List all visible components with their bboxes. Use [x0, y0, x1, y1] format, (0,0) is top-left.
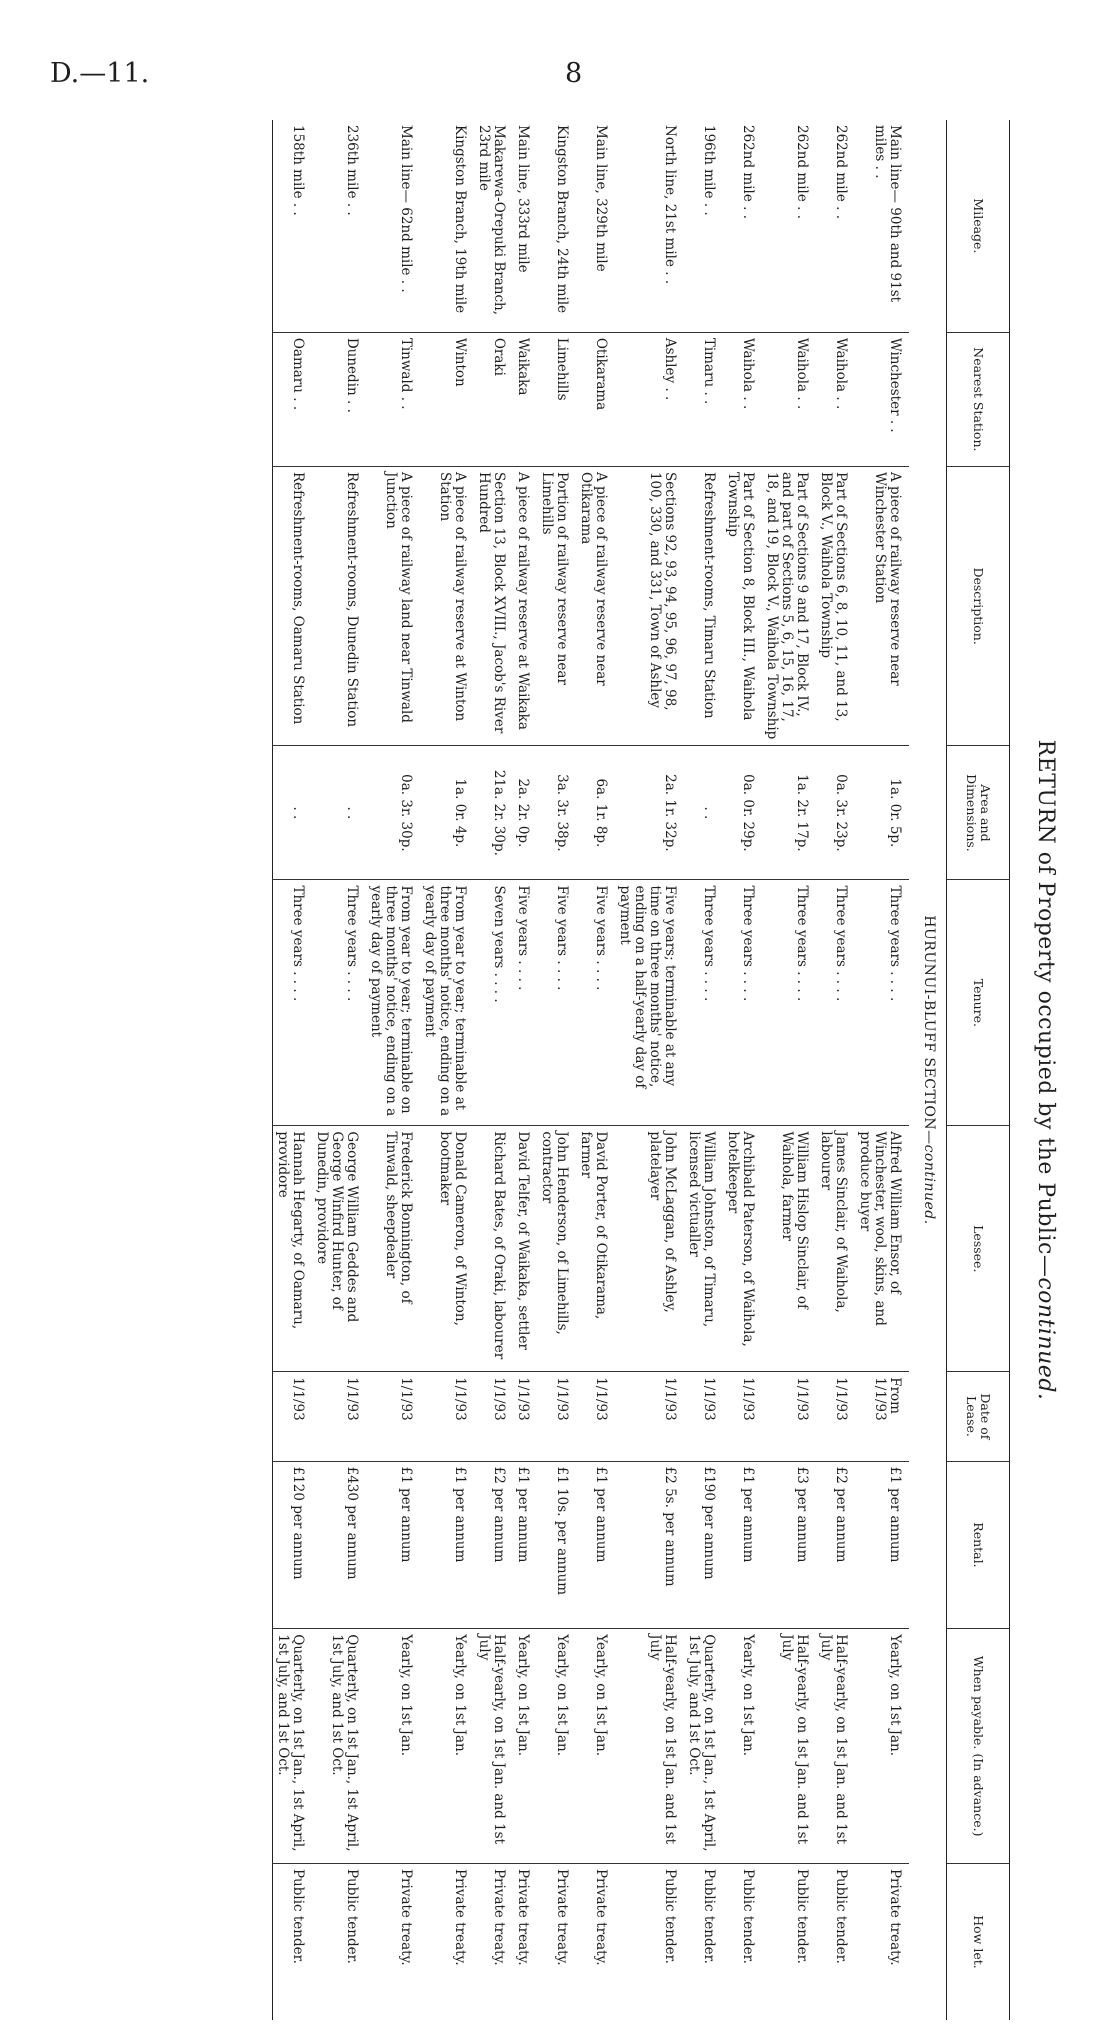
col-nearest-station: Nearest Station.: [947, 332, 1010, 466]
cell-lessee: William Johnston, of Timaru, licensed victualler: [684, 1126, 723, 1372]
cell-payable: Quarterly, on 1st Jan., 1st April, 1st July, and 1st Oct.: [312, 1629, 366, 1864]
col-how-let: How let.: [947, 1863, 1010, 2020]
cell-date: 1/1/93: [684, 1372, 723, 1461]
cell-rental: £1 10s. per annum: [537, 1461, 576, 1629]
cell-lessee: William Hislop Sinclair, of Waihola, farmer: [762, 1126, 816, 1372]
cell-area: 2a. 1r. 32p.: [615, 746, 684, 880]
cell-mileage: 262nd mile . .: [740, 125, 756, 219]
cell-payable: Half-yearly, on 1st Jan. and 1st July: [816, 1629, 855, 1864]
cell-how-let: Private treaty.: [420, 1863, 474, 2020]
cell-tenure: From year to year; terminable on three months' notice, ending on a yearly day of payment: [366, 880, 420, 1126]
cell-tenure: Five years . . . .: [513, 880, 537, 1126]
table-row: [420, 120, 474, 2020]
cell-mileage: 158th mile . .: [290, 125, 306, 216]
cell-how-let: Private treaty.: [513, 1863, 537, 2020]
section-continued: continued.: [921, 1144, 937, 1225]
cell-date: 1/1/93: [273, 1372, 313, 1461]
col-date: Date of Lease.: [947, 1372, 1010, 1461]
cell-rental: £2 5s. per annum: [615, 1461, 684, 1629]
table-row: [273, 120, 313, 2020]
col-tenure: Tenure.: [947, 880, 1010, 1126]
cell-payable: Half-yearly, on 1st Jan. and 1st July: [615, 1629, 684, 1864]
table-row: [366, 120, 420, 2020]
cell-tenure: Five years . . . .: [537, 880, 576, 1126]
cell-station: Tinwald . .: [366, 332, 420, 466]
cell-how-let: Public tender.: [723, 1863, 762, 2020]
cell-date: 1/1/93: [615, 1372, 684, 1461]
table-row: [537, 120, 576, 2020]
cell-area: 0a. 3r. 30p.: [366, 746, 420, 880]
cell-station: Waihola . .: [762, 332, 816, 466]
cell-area: 1a. 2r. 17p.: [762, 746, 816, 880]
table-row: [312, 120, 366, 2020]
rotated-return-table: [275, 120, 1070, 2020]
cell-rental: £1 per annum: [855, 1461, 909, 1629]
cell-description: A piece of railway reserve near Otikarama: [576, 466, 615, 745]
table-row: [576, 120, 615, 2020]
cell-station: Oraki: [474, 332, 513, 466]
cell-payable: Yearly, on 1st Jan.: [537, 1629, 576, 1864]
cell-date: 1/1/93: [366, 1372, 420, 1461]
cell-area: 1a. 0r. 4p.: [420, 746, 474, 880]
cell-tenure: Five years; terminable at any time on three months' notice, ending on a half-yearly day of payment: [615, 880, 684, 1126]
cell-payable: Half-yearly, on 1st Jan. and 1st July: [474, 1629, 513, 1864]
col-rental: Rental.: [947, 1461, 1010, 1629]
cell-mileage: North line, 21st mile . .: [662, 125, 678, 285]
cell-area: . .: [273, 746, 313, 880]
col-lessee: Lessee.: [947, 1126, 1010, 1372]
page-number: 8: [565, 58, 583, 89]
cell-mileage: Kingston Branch, 19th mile: [452, 125, 468, 314]
cell-date: 1/1/93: [420, 1372, 474, 1461]
col-area: Area and Dimensions.: [947, 746, 1010, 880]
cell-area: . .: [312, 746, 366, 880]
cell-how-let: Public tender.: [762, 1863, 816, 2020]
cell-mileage: Makarewa-Orepuki Branch, 23rd mile: [476, 125, 507, 316]
col-mileage: Mileage.: [947, 120, 1010, 332]
cell-tenure: Three years . . . .: [816, 880, 855, 1126]
cell-how-let: Private treaty.: [474, 1863, 513, 2020]
cell-date: 1/1/93: [513, 1372, 537, 1461]
cell-area: . .: [684, 746, 723, 880]
cell-rental: £3 per annum: [762, 1461, 816, 1629]
title-main: RETURN of Property occupied by the Public—: [1033, 739, 1058, 1278]
cell-date: 1/1/93: [723, 1372, 762, 1461]
cell-mileage: Main line— 62nd mile . .: [398, 125, 414, 293]
cell-rental: £1 per annum: [723, 1461, 762, 1629]
cell-area: 1a. 0r. 5p.: [855, 746, 909, 880]
cell-station: Winton: [420, 332, 474, 466]
cell-mileage: Main line— 90th and 91st miles . .: [872, 125, 903, 303]
cell-date: 1/1/93: [312, 1372, 366, 1461]
cell-description: Section 13, Block XVIII., Jacob's River Hundred: [474, 466, 513, 745]
cell-description: Sections 92, 93, 94, 95, 96, 97, 98, 100, 330, and 331, Town of Ashley: [615, 466, 684, 745]
section-name: HURUNUI-BLUFF SECTION—: [921, 915, 937, 1145]
cell-station: Limehills: [537, 332, 576, 466]
cell-payable: Yearly, on 1st Jan.: [723, 1629, 762, 1864]
cell-rental: £1 per annum: [366, 1461, 420, 1629]
cell-mileage: Main line, 333rd mile: [515, 125, 531, 273]
cell-how-let: Public tender.: [684, 1863, 723, 2020]
cell-how-let: Public tender.: [816, 1863, 855, 2020]
cell-how-let: Public tender.: [273, 1863, 313, 2020]
title-continued: continued.: [1033, 1277, 1058, 1401]
cell-description: Part of Section 8, Block III., Waihola Township: [723, 466, 762, 745]
cell-rental: £2 per annum: [816, 1461, 855, 1629]
cell-mileage: 262nd mile . .: [833, 125, 849, 219]
cell-lessee: John Henderson, of Limehills, contractor: [537, 1126, 576, 1372]
cell-payable: Quarterly, on 1st Jan., 1st April, 1st July, and 1st Oct.: [273, 1629, 313, 1864]
cell-description: Portion of railway reserve near Limehills: [537, 466, 576, 745]
property-table: [272, 120, 1010, 2020]
cell-tenure: Three years . . . .: [762, 880, 816, 1126]
table-row: [762, 120, 816, 2020]
cell-mileage: 262nd mile . .: [794, 125, 810, 219]
cell-payable: Quarterly, on 1st Jan., 1st April, 1st July, and 1st Oct.: [684, 1629, 723, 1864]
cell-rental: £1 per annum: [576, 1461, 615, 1629]
cell-area: 2a. 2r. 0p.: [513, 746, 537, 880]
cell-tenure: Seven years . . . .: [474, 880, 513, 1126]
cell-how-let: Public tender.: [312, 1863, 366, 2020]
cell-description: Refreshment-rooms, Dunedin Station: [312, 466, 366, 745]
cell-lessee: George William Geddes and George Winfird Hunter, of Dunedin, providore: [312, 1126, 366, 1372]
cell-date: 1/1/93: [762, 1372, 816, 1461]
cell-lessee: Donald Cameron, of Winton, bootmaker: [420, 1126, 474, 1372]
col-payable: When payable. (In advance.): [947, 1629, 1010, 1864]
cell-area: 3a. 3r. 38p.: [537, 746, 576, 880]
cell-how-let: Private treaty.: [855, 1863, 909, 2020]
cell-station: Dunedin . .: [312, 332, 366, 466]
cell-mileage: 236th mile . .: [344, 125, 360, 216]
table-row: [723, 120, 762, 2020]
cell-station: Winchester . .: [855, 332, 909, 466]
cell-lessee: Alfred William Ensor, of Winchester, wool, skins, and produce buyer: [855, 1126, 909, 1372]
cell-lessee: Frederick Bonnington, of Tinwald, sheepdealer: [366, 1126, 420, 1372]
cell-station: Timaru . .: [684, 332, 723, 466]
cell-date: From 1/1/93: [855, 1372, 909, 1461]
cell-mileage: Main line, 329th mile: [593, 125, 609, 272]
cell-tenure: Three years . . . .: [684, 880, 723, 1126]
table-row: [474, 120, 513, 2020]
cell-description: A piece of railway reserve at Waikaka: [513, 466, 537, 745]
table-row: [615, 120, 684, 2020]
cell-date: 1/1/93: [537, 1372, 576, 1461]
cell-date: 1/1/93: [576, 1372, 615, 1461]
section-heading: [909, 120, 947, 2020]
cell-payable: Yearly, on 1st Jan.: [576, 1629, 615, 1864]
table-body: [273, 120, 947, 2020]
cell-station: Waikaka: [513, 332, 537, 466]
cell-rental: £1 per annum: [420, 1461, 474, 1629]
return-title: [1020, 120, 1070, 2020]
cell-rental: £190 per annum: [684, 1461, 723, 1629]
cell-rental: £430 per annum: [312, 1461, 366, 1629]
cell-mileage: 196th mile . .: [701, 125, 717, 216]
cell-area: 21a. 2r. 30p.: [474, 746, 513, 880]
cell-station: Otikarama: [576, 332, 615, 466]
cell-description: Refreshment-rooms, Oamaru Station: [273, 466, 313, 745]
cell-how-let: Private treaty.: [366, 1863, 420, 2020]
section-heading-row: [909, 120, 947, 2020]
table-row: [855, 120, 909, 2020]
cell-tenure: Three years . . . .: [723, 880, 762, 1126]
cell-rental: £1 per annum: [513, 1461, 537, 1629]
cell-tenure: Three years . . . .: [855, 880, 909, 1126]
cell-mileage: Kingston Branch, 24th mile: [554, 125, 570, 314]
cell-station: Waihola . .: [723, 332, 762, 466]
cell-lessee: David Porter, of Otikarama, farmer: [576, 1126, 615, 1372]
col-description: Description.: [947, 466, 1010, 745]
cell-payable: Half-yearly, on 1st Jan. and 1st July: [762, 1629, 816, 1864]
cell-description: Part of Sections 6, 8, 10, 11, and 13, Block V., Waihola Township: [816, 466, 855, 745]
cell-area: 6a. 1r. 8p.: [576, 746, 615, 880]
cell-lessee: David Telfer, of Waikaka, settler: [513, 1126, 537, 1372]
cell-rental: £120 per annum: [273, 1461, 313, 1629]
cell-area: 0a. 3r. 23p.: [816, 746, 855, 880]
cell-description: Part of Sections 9 and 17, Block IV., and part of Sections 5, 6, 15, 16, 17, 18, and 19, Block V., Waihola Township: [762, 466, 816, 745]
cell-payable: Yearly, on 1st Jan.: [366, 1629, 420, 1864]
cell-station: Oamaru . .: [273, 332, 313, 466]
cell-lessee: Hannah Hegarty, of Oamaru, providore: [273, 1126, 313, 1372]
cell-station: Ashley . .: [615, 332, 684, 466]
table-row: [684, 120, 723, 2020]
cell-description: A piece of railway reserve at Winton Station: [420, 466, 474, 745]
page-code: D.—11.: [50, 58, 150, 89]
table-row: [513, 120, 537, 2020]
cell-description: A piece of railway land near Tinwald Junction: [366, 466, 420, 745]
cell-description: Refreshment-rooms, Timaru Station: [684, 466, 723, 745]
cell-lessee: John McLaggan, of Ashley, platelayer: [615, 1126, 684, 1372]
table-row: [816, 120, 855, 2020]
cell-date: 1/1/93: [474, 1372, 513, 1461]
cell-how-let: Public tender.: [615, 1863, 684, 2020]
cell-lessee: Richard Bates, of Oraki, labourer: [474, 1126, 513, 1372]
cell-station: Waihola . .: [816, 332, 855, 466]
cell-payable: Yearly, on 1st Jan.: [855, 1629, 909, 1864]
cell-date: 1/1/93: [816, 1372, 855, 1461]
cell-description: A piece of railway reserve near Winchester Station: [855, 466, 909, 745]
cell-how-let: Private treaty.: [576, 1863, 615, 2020]
cell-payable: Yearly, on 1st Jan.: [513, 1629, 537, 1864]
cell-area: 0a. 0r. 29p.: [723, 746, 762, 880]
cell-lessee: James Sinclair, of Waihola, labourer: [816, 1126, 855, 1372]
cell-rental: £2 per annum: [474, 1461, 513, 1629]
cell-lessee: Archibald Paterson, of Waihola, hotelkeeper: [723, 1126, 762, 1372]
cell-payable: Yearly, on 1st Jan.: [420, 1629, 474, 1864]
cell-how-let: Private treaty.: [537, 1863, 576, 2020]
cell-tenure: Three years . . . .: [273, 880, 313, 1126]
cell-tenure: Five years . . . .: [576, 880, 615, 1126]
cell-tenure: Three years . . . .: [312, 880, 366, 1126]
cell-tenure: From year to year; terminable at three months' notice, ending on a yearly day of payment: [420, 880, 474, 1126]
